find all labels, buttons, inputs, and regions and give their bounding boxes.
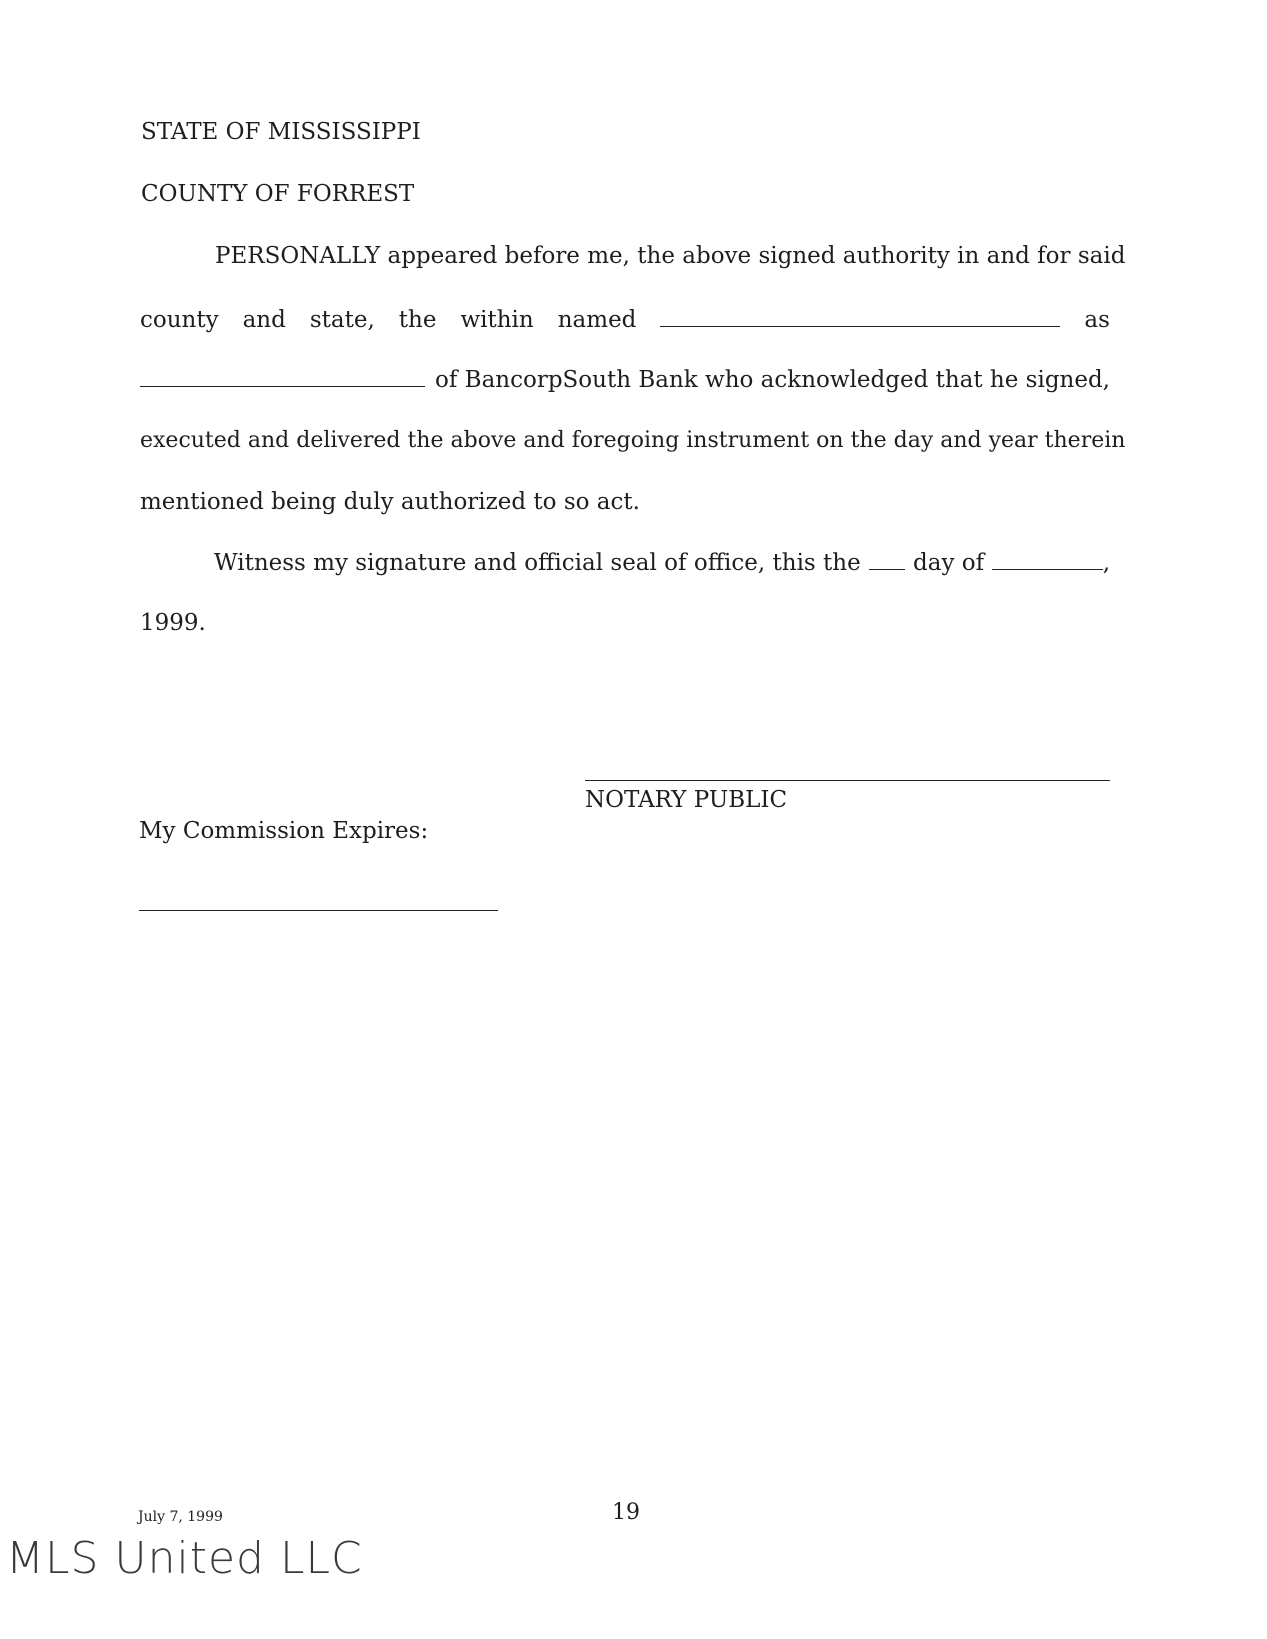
witness-line [214,552,1110,575]
acknowledgment-line-1-text: PERSONALLY appeared before me, the above signed authority in and for said [215,243,1126,269]
acknowledgment-line-3 [140,369,1110,392]
day-blank-field[interactable] [869,568,905,570]
word-the: the [398,307,437,333]
commission-date-line[interactable] [139,910,498,911]
title-blank-field[interactable] [140,385,425,387]
word-county: county [140,307,219,333]
word-as: as [1084,307,1110,333]
name-blank-field[interactable] [660,325,1060,327]
acknowledgment-line-5: mentioned being duly authorized to so act. [140,489,640,515]
notary-public-label: NOTARY PUBLIC [585,787,788,813]
state-heading: STATE OF MISSISSIPPI [141,119,421,145]
watermark-text: MLS United LLC [6,1533,363,1584]
word-and: and [242,307,286,333]
acknowledgment-line-4 [140,428,1126,453]
witness-comma: , [1102,550,1110,576]
word-within: within [460,307,534,333]
word-named: named [557,307,637,333]
month-blank-field[interactable] [992,568,1103,570]
county-heading: COUNTY OF FORREST [141,181,415,207]
commission-expires-label: My Commission Expires: [139,818,429,844]
footer-date: July 7, 1999 [138,1509,223,1525]
notary-signature-line[interactable] [585,780,1110,781]
acknowledgment-line-2 [140,307,1110,333]
acknowledgment-line-4-text: executed and delivered the above and foregoing instrument on the day and year therein [140,428,1126,453]
witness-year: 1999. [140,610,206,636]
witness-text: Witness my signature and official seal of office, this the [214,550,861,576]
acknowledgment-line-3-text: of BancorpSouth Bank who acknowledged that he signed, [435,367,1110,393]
page-number: 19 [612,1500,640,1525]
word-state: state, [309,307,375,333]
acknowledgment-line-1 [215,243,1126,269]
day-of-text: day of [913,550,985,576]
